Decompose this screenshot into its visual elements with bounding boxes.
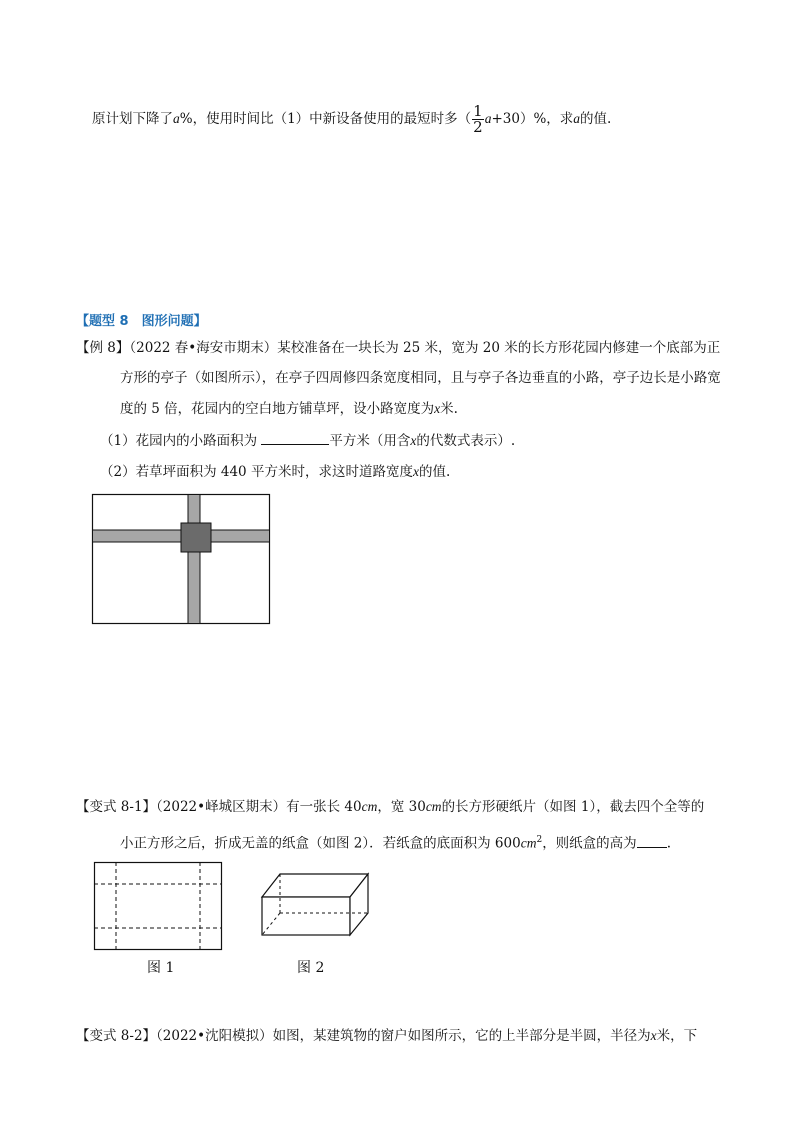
text: 的长方形硬纸片（如图 1），截去四个全等的 [441, 799, 705, 815]
box-front [262, 897, 350, 935]
example-label: 【例 8】 [76, 340, 130, 356]
variable: x [412, 464, 419, 479]
variant-label: 【变式 8-2】 [76, 1028, 157, 1044]
garden-outline [93, 495, 270, 624]
text: 的值. [418, 464, 451, 480]
variable: a [573, 111, 581, 126]
text: 米，下 [656, 1028, 698, 1044]
fraction [472, 104, 484, 135]
text: （1）花园内的小路面积为 [100, 433, 258, 449]
garden-figure [92, 494, 270, 624]
figure-1-caption: 图 1 [147, 960, 175, 976]
cardboard-outline [95, 863, 222, 950]
question-1 [100, 430, 515, 451]
text: ，则纸盒的高为 [542, 835, 637, 852]
variable: x [650, 1028, 657, 1043]
text: 平方米（用含 [329, 433, 411, 449]
unit: cm [425, 799, 442, 814]
variant-8-1-line-2 [120, 830, 671, 854]
text: 小正方形之后，折成无盖的纸盒（如图 2）．若纸盒的底面积为 600 [120, 835, 521, 852]
text: 的值. [580, 111, 612, 127]
fraction-denominator: 2 [473, 118, 483, 136]
variable: x [410, 433, 417, 448]
pavilion [181, 523, 211, 552]
variant-8-2-line-1 [76, 1026, 697, 1046]
text: 度的 5 倍，花园内的空白地方铺草坪，设小路宽度为 [120, 401, 435, 417]
answer-blank[interactable] [637, 833, 667, 848]
fraction-numerator: 1 [473, 102, 483, 120]
text: +30）%，求 [491, 111, 574, 127]
figure-2-caption: 图 2 [297, 960, 325, 976]
variant-8-1-line-1 [76, 797, 704, 817]
text: （2022•沈阳模拟）如图，某建筑物的窗户如图所示，它的上半部分是半圆，半径为 [156, 1028, 651, 1044]
text: 原计划下降了 [92, 111, 173, 127]
text: （2）若草坪面积为 440 平方米时，求这时道路宽度 [100, 464, 413, 480]
variant-label: 【变式 8-1】 [76, 799, 157, 815]
answer-blank[interactable] [261, 430, 329, 445]
figure-2-box [260, 873, 370, 938]
paragraph-continuation [92, 104, 611, 135]
unit: cm [520, 835, 537, 851]
text: （2022 春•海安市期末）某校准备在一块长为 25 米，宽为 20 米的长方形花园内修建一个底部为正 [129, 340, 721, 356]
example-8-line-2: 方形的亭子（如图所示），在亭子四周修四条宽度相同，且与亭子各边垂直的小路，亭子边长是小路宽 [120, 370, 721, 386]
text: （2022•峄城区期末）有一张长 40 [156, 799, 362, 815]
superscript: 2 [536, 835, 543, 845]
figure-1-cardboard [94, 862, 222, 950]
section-title: 【题型 8 图形问题】 [76, 314, 207, 329]
unit: cm [361, 799, 378, 814]
example-8-line-1 [76, 338, 720, 358]
text: %，使用时间比（1）中新设备使用的最短时多（ [179, 111, 472, 127]
question-2 [100, 462, 450, 482]
variable: x [434, 401, 441, 416]
text: . [666, 835, 671, 852]
text: ，宽 30 [377, 799, 426, 815]
variable: a [484, 111, 492, 126]
vertical-path [188, 495, 200, 624]
text: 的代数式表示）. [416, 433, 516, 449]
variable: a [173, 111, 180, 126]
text: 米. [440, 401, 458, 417]
example-8-line-3 [120, 399, 458, 419]
